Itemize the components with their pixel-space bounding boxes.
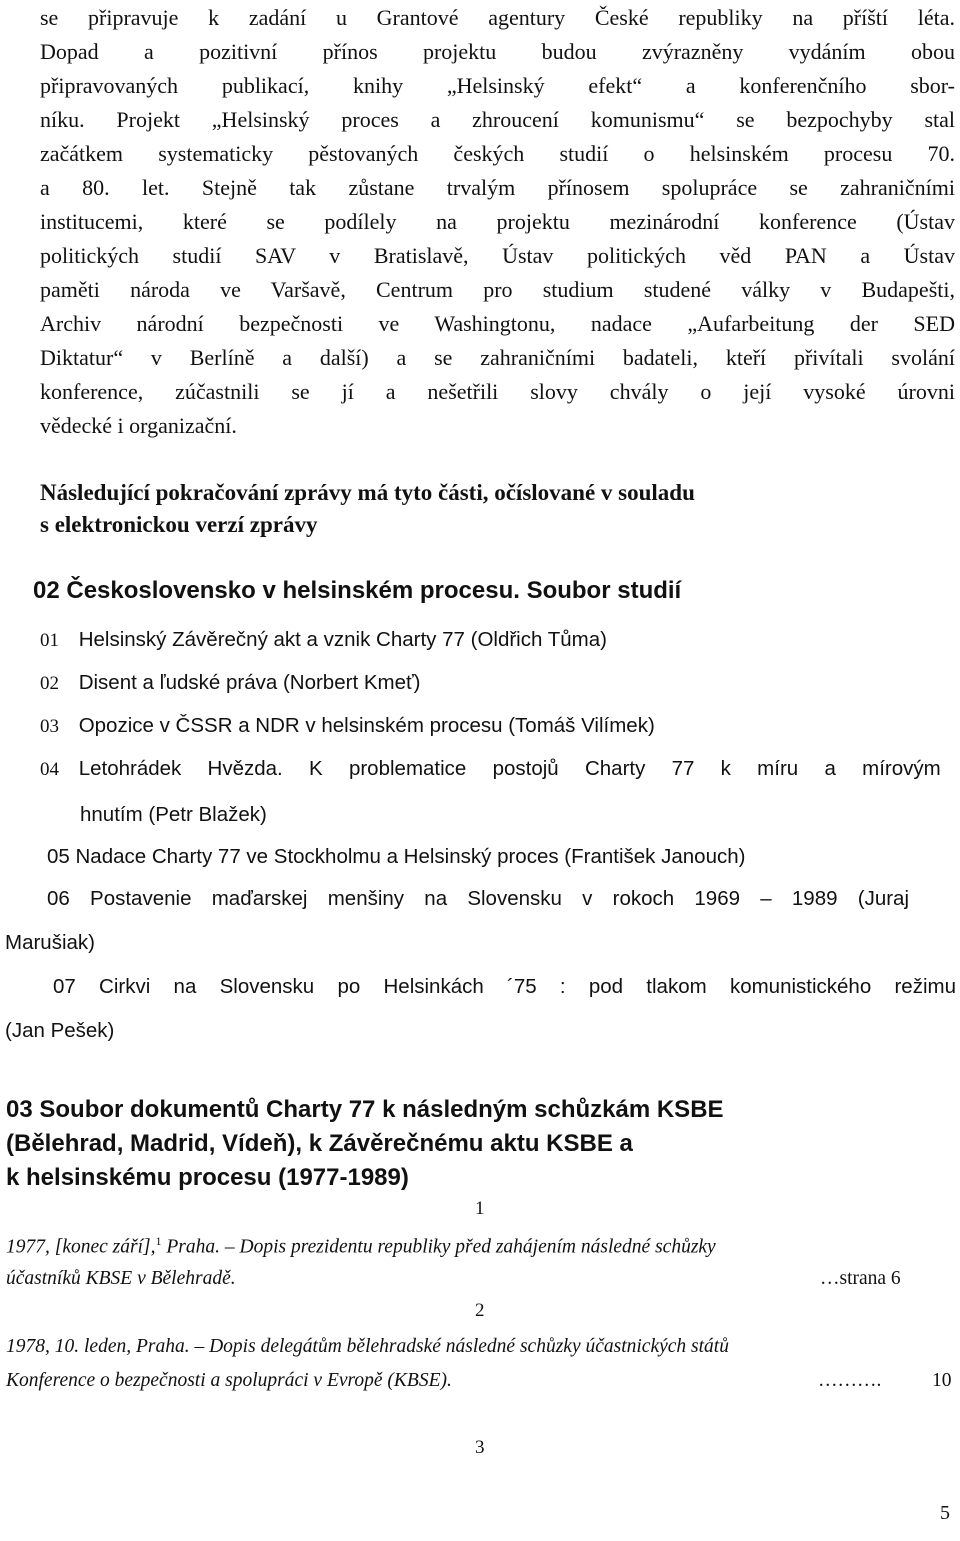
document-title-continued: účastníků KBSE v Bělehradě.	[6, 1268, 236, 1289]
paragraph-line: se připravuje k zadání u Grantové agentury České republiky na příští léta.	[40, 5, 955, 30]
item-text: Disent a ľudské práva (Norbert Kmeť)	[78, 671, 421, 694]
document-number: 1	[475, 1198, 485, 1219]
paragraph-line: politických studií SAV v Bratislavě, Ústav politických věd PAN a Ústav	[40, 243, 955, 268]
page-reference: 10	[932, 1370, 952, 1391]
document-title: Praha. – Dopis prezidentu republiky před zahájením následné schůzky	[161, 1236, 716, 1258]
section-02-title: 02 Československo v helsinském procesu. Soubor studií	[33, 577, 682, 604]
section-03-title-line: 03 Soubor dokumentů Charty 77 k následným schůzkám KSBE	[6, 1096, 724, 1123]
list-item	[40, 628, 607, 652]
list-item	[40, 757, 955, 781]
section-03-title-line: k helsinskému procesu (1977-1989)	[6, 1164, 409, 1191]
paragraph-line: konference, zúčastnili se jí a nešetřili slovy chvály o její vysoké úrovni	[40, 379, 955, 404]
list-item: 07 Cirkvi na Slovensku po Helsinkách ´75 : pod tlakom komunistického režimu	[53, 975, 956, 998]
section-03-title-line: (Bělehrad, Madrid, Vídeň), k Závěrečnému aktu KSBE a	[6, 1130, 633, 1157]
paragraph-line: institucemi, které se podílely na projektu mezinárodní konference (Ústav	[40, 209, 955, 234]
footnote-marker: 1	[155, 1234, 162, 1248]
document-entry: 1978, 10. leden, Praha. – Dopis delegátům bělehradské následné schůzky účastnických států	[6, 1336, 729, 1357]
document-title-continued: Konference o bezpečnosti a spolupráci v Evropě (KBSE).	[6, 1370, 452, 1391]
paragraph-line: Archiv národní bezpečnosti ve Washingtonu, nadace „Aufarbeitung der SED	[40, 311, 955, 336]
item-text-continued: (Jan Pešek)	[5, 1019, 115, 1042]
list-item: 06 Postavenie maďarskej menšiny na Slovensku v rokoch 1969 – 1989 (Juraj	[47, 887, 909, 910]
item-text-continued: Marušiak)	[5, 931, 95, 954]
paragraph-line: níku. Projekt „Helsinský proces a zhroucení komunismu“ se bezpochyby stal	[40, 107, 955, 132]
paragraph-line: Diktatur“ v Berlíně a další) a se zahraničními badateli, kteří přivítali svolání	[40, 345, 955, 370]
paragraph-line: a 80. let. Stejně tak zůstane trvalým přínosem spolupráce se zahraničními	[40, 175, 955, 200]
paragraph-line: připravovaných publikací, knihy „Helsinský efekt“ a konferenčního sbor-	[40, 73, 955, 98]
page-reference: …strana 6	[820, 1268, 901, 1289]
document-number: 2	[475, 1300, 485, 1321]
document-entry	[6, 1234, 716, 1259]
continuation-heading-line2: s elektronickou verzí zprávy	[40, 512, 318, 537]
item-text: Letohrádek Hvězda. K problematice postojů Charty 77 k míru a mírovým	[78, 757, 941, 780]
item-number: 02	[40, 673, 59, 694]
document-number: 3	[475, 1437, 485, 1458]
list-item	[40, 671, 421, 695]
item-text: Opozice v ČSSR a NDR v helsinském procesu (Tomáš Vilímek)	[78, 714, 655, 737]
list-item: 05 Nadace Charty 77 ve Stockholmu a Helsinský proces (František Janouch)	[47, 845, 746, 868]
item-text: Helsinský Závěrečný akt a vznik Charty 77 (Oldřich Tůma)	[78, 628, 607, 651]
paragraph-line: paměti národa ve Varšavě, Centrum pro studium studené války v Budapešti,	[40, 277, 955, 302]
paragraph-line: vědecké i organizační.	[40, 413, 237, 438]
item-number: 01	[40, 630, 59, 651]
continuation-heading: Následující pokračování zprávy má tyto části, očíslované v souladu	[40, 480, 695, 505]
page-number: 5	[940, 1502, 950, 1524]
item-number: 03	[40, 716, 59, 737]
item-number: 04	[40, 759, 59, 780]
document-date: 1977, [konec září],	[6, 1236, 156, 1258]
item-text-continued: hnutím (Petr Blažek)	[80, 803, 267, 826]
list-item	[40, 714, 655, 738]
paragraph-line: Dopad a pozitivní přínos projektu budou zvýrazněny vydáním obou	[40, 39, 955, 64]
paragraph-line: začátkem systematicky pěstovaných českých studií o helsinském procesu 70.	[40, 141, 955, 166]
leader-dots: ……….	[818, 1370, 882, 1391]
